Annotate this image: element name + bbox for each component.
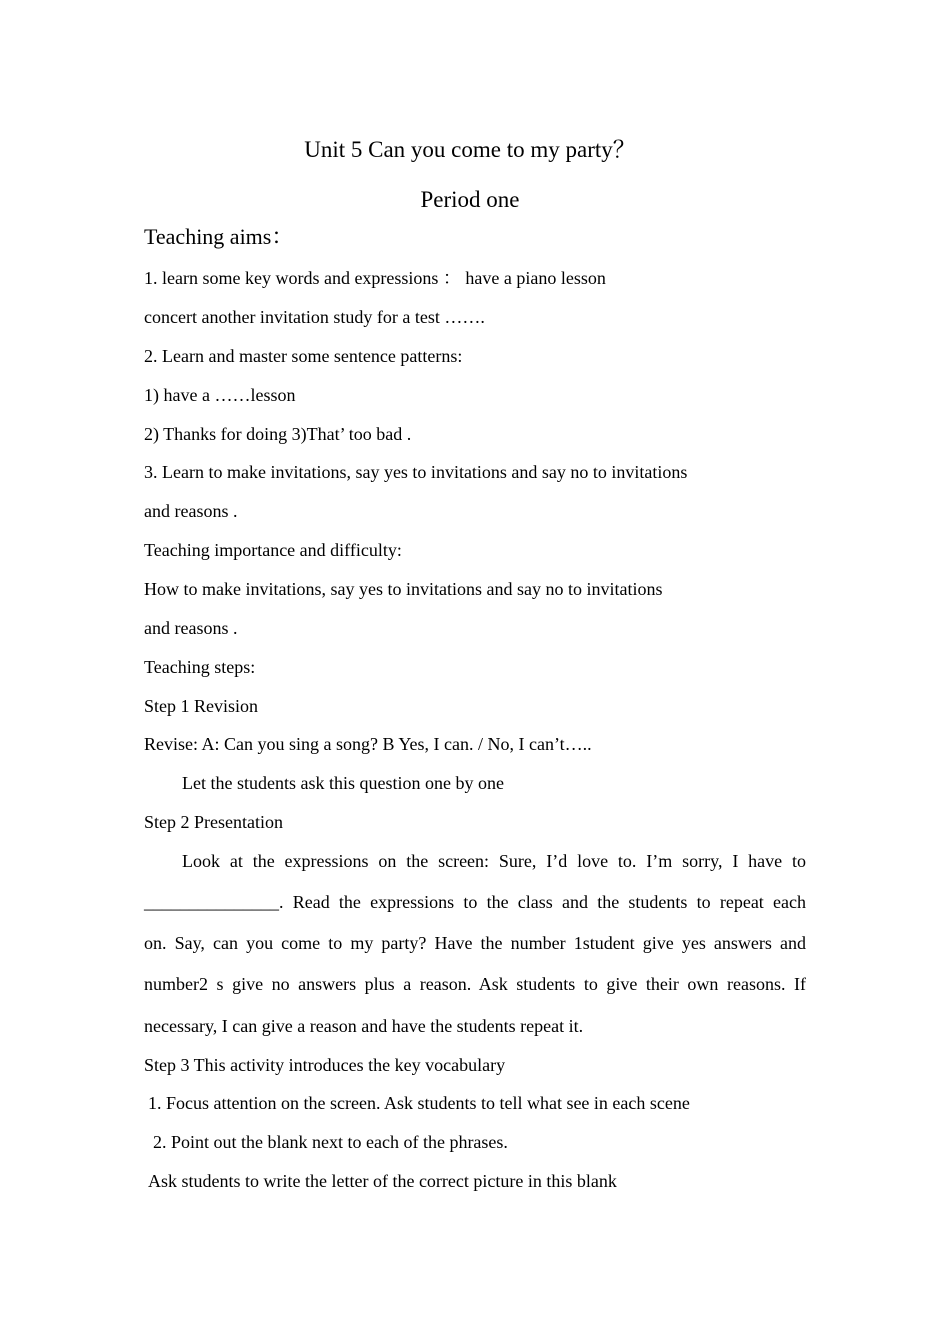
step2-paragraph-line-1: Look at the expressions on the screen: Sure, I’d love to. I’m sorry, I have to <box>182 851 806 871</box>
aims-item-1b: concert another invitation study for a test ……. <box>144 307 485 327</box>
page-subtitle: Period one <box>420 187 520 212</box>
step3-heading: Step 3 This activity introduces the key vocabulary <box>144 1055 506 1075</box>
importance-heading: Teaching importance and difficulty: <box>144 540 402 560</box>
step2-heading: Step 2 Presentation <box>144 812 283 832</box>
step3-item-1: 1. Focus attention on the screen. Ask students to tell what see in each scene <box>148 1093 690 1113</box>
importance-line-a: How to make invitations, say yes to invitations and say no to invitations <box>144 579 663 599</box>
step2-paragraph-line-5: necessary, I can give a reason and have the students repeat it. <box>144 1016 584 1036</box>
importance-line-b: and reasons . <box>144 618 238 638</box>
steps-heading: Teaching steps: <box>144 657 256 677</box>
aims-item-3b: and reasons . <box>144 501 238 521</box>
aims-item-2-2: 2) Thanks for doing 3)That’ too bad . <box>144 424 412 444</box>
page-title: Unit 5 Can you come to my party？ <box>304 137 636 162</box>
aims-item-1a: 1. learn some key words and expressions ： have a piano lesson <box>144 268 606 288</box>
aims-item-2: 2. Learn and master some sentence patterns: <box>144 346 463 366</box>
aims-heading: Teaching aims： <box>144 224 294 249</box>
step1-note: Let the students ask this question one by one <box>182 773 504 793</box>
step1-heading: Step 1 Revision <box>144 696 259 716</box>
step2-paragraph-line-2: _______________. Read the expressions to the class and the students to repeat each <box>144 892 806 912</box>
step3-item-3: Ask students to write the letter of the correct picture in this blank <box>148 1171 617 1191</box>
step2-paragraph-line-4: number2 s give no answers plus a reason. Ask students to give their own reasons. If <box>144 974 806 994</box>
step1-revise: Revise: A: Can you sing a song? B Yes, I can. / No, I can’t….. <box>144 734 592 754</box>
step3-item-2: 2. Point out the blank next to each of the phrases. <box>153 1132 508 1152</box>
aims-item-2-1: 1) have a ……lesson <box>144 385 296 405</box>
aims-item-3a: 3. Learn to make invitations, say yes to invitations and say no to invitations <box>144 462 688 482</box>
step2-paragraph-line-3: on. Say, can you come to my party? Have the number 1student give yes answers and <box>144 933 806 953</box>
